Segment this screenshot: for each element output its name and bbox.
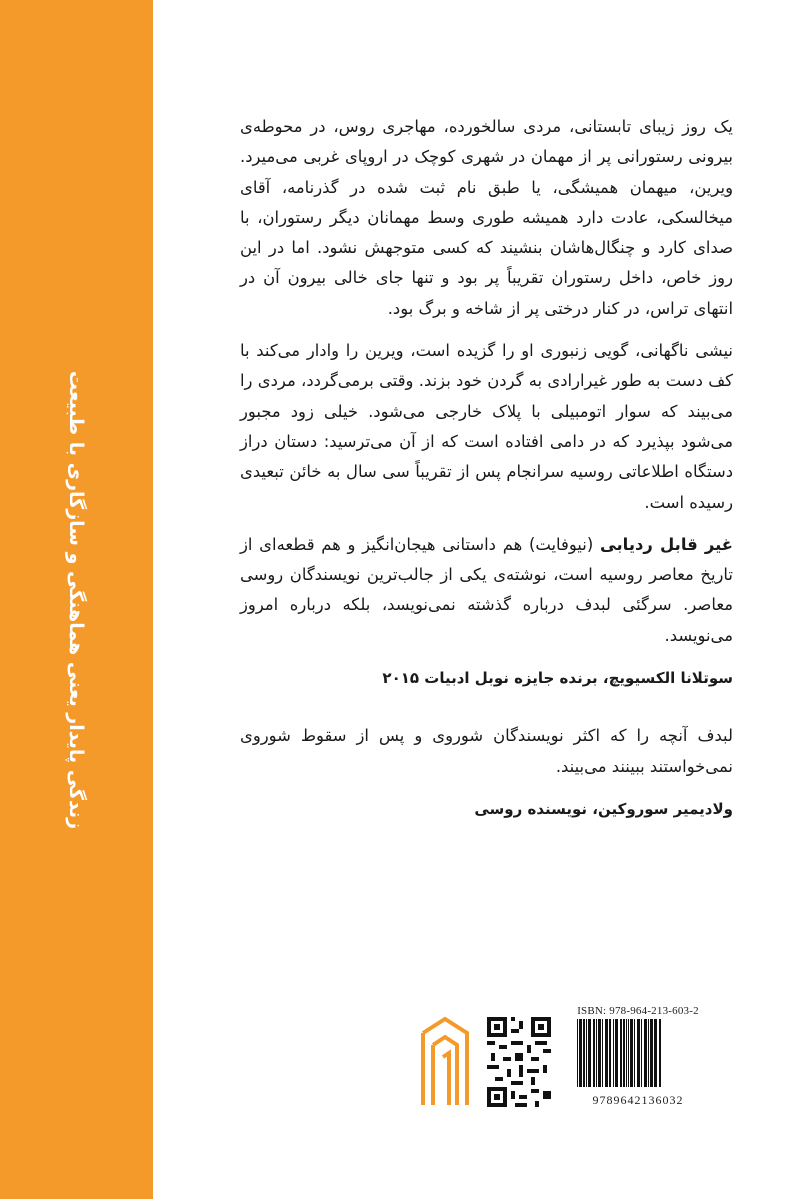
barcode-bar <box>641 1019 642 1087</box>
barcode-bar <box>583 1019 585 1087</box>
barcode-bar <box>650 1019 653 1087</box>
quote-credit-1: سوتلانا الکسیویچ، برنده جایزه نوبل ادبیات ۲۰۱۵ <box>382 669 733 688</box>
barcode-bar <box>577 1019 578 1087</box>
isbn-label: ISBN: 978-964-213-603-2 <box>577 1005 699 1017</box>
barcode-digits: 9789642136032 <box>592 1093 684 1107</box>
barcode-icon <box>573 1017 703 1089</box>
barcode-bar <box>588 1019 591 1087</box>
barcode-bar <box>659 1019 661 1087</box>
book-title-bold: غیر قابل ردیابی <box>599 534 734 554</box>
barcode-bar <box>579 1019 582 1087</box>
barcode-bar <box>598 1019 601 1087</box>
blurb-paragraph-2: نیشی ناگهانی، گویی زنبوری او را گزیده است، ویرین را وادار می‌کند با کف دست به طور غیرارادی به گردن خود بزند. وقتی برمی‌گردد، مردی را می‌بیند که سوار اتومبیلی با پلاک خارجی می‌شود. خیلی زود مجبور می‌شود بپذیرد که در دامی افتاده است که از آن می‌ترسید: دستان دراز دستگاه اطلاعاتی روسیه سرانجام پس از تقریباً سی سال به خائن تبعیدی رسیده است. <box>240 341 733 512</box>
barcode-bar <box>630 1019 633 1087</box>
barcode-bar <box>596 1019 597 1087</box>
barcode-bar <box>648 1019 649 1087</box>
isbn-barcode <box>573 1005 703 1119</box>
blurb-paragraph-3 <box>240 530 733 651</box>
barcode-bar <box>626 1019 627 1087</box>
barcode-bar <box>613 1019 614 1087</box>
barcode-bar <box>593 1019 595 1087</box>
barcode-bar <box>620 1019 622 1087</box>
qr-code-icon <box>487 1007 551 1117</box>
barcode-bar <box>628 1019 629 1087</box>
back-cover-footer <box>395 995 775 1125</box>
quote-credit-2: ولادیمیر سوروکین، نویسنده روسی <box>474 799 733 818</box>
blurb-text <box>240 112 733 852</box>
barcode-bar <box>654 1019 657 1087</box>
barcode-bar <box>586 1019 587 1087</box>
spine-strip <box>0 0 153 1199</box>
barcode-bar <box>644 1019 647 1087</box>
blurb-paragraph-4: لبدف آنچه را که اکثر نویسندگان شوروی و پس از سقوط شوروی نمی‌خواستند ببینند می‌بیند. <box>240 726 733 776</box>
publisher-logo-icon <box>415 1005 475 1115</box>
spine-tagline: زندگی پایدار یعنی هماهنگی و سازگاری با طبیعت <box>65 370 87 830</box>
barcode-bar <box>634 1019 635 1087</box>
blurb-paragraph-1: یک روز زیبای تابستانی، مردی سالخورده، مهاجری روس، در محوطه‌ی بیرونی رستورانی پر از مهمان در شهری کوچک در اروپای غربی می‌میرد. ویرین، میهمان همیشگی، یا طبق نام ثبت شده در گذرنامه، آقای میخالسکی، عادت دارد همیشه طوری وسط مهمانان دیگر رستوران، با صدای کارد و چنگال‌هاشان بنشیند که کسی متوجهش نشود. اما در این روز خاص، داخل رستوران تقریباً پر بود و تنها جای خالی بیرون آن در انتهای تراس، در کنار درختی پر از شاخه و برگ بود. <box>240 117 733 318</box>
barcode-bar <box>602 1019 603 1087</box>
blurb-paragraph-3-rest: (نیوفایت) هم داستانی هیجان‌انگیز و هم قطعه‌ای از تاریخ معاصر روسیه است، نوشته‌ی یکی از جالب‌ترین نویسندگان روسی معاصر. سرگئی لبدف درباره گذشته نمی‌نویسد، بلکه درباره امروز می‌نویسد. <box>240 534 733 645</box>
barcode-bar <box>623 1019 625 1087</box>
barcode-bar <box>605 1019 608 1087</box>
barcode-bar <box>637 1019 640 1087</box>
barcode-bar <box>615 1019 618 1087</box>
barcode-bar <box>609 1019 611 1087</box>
